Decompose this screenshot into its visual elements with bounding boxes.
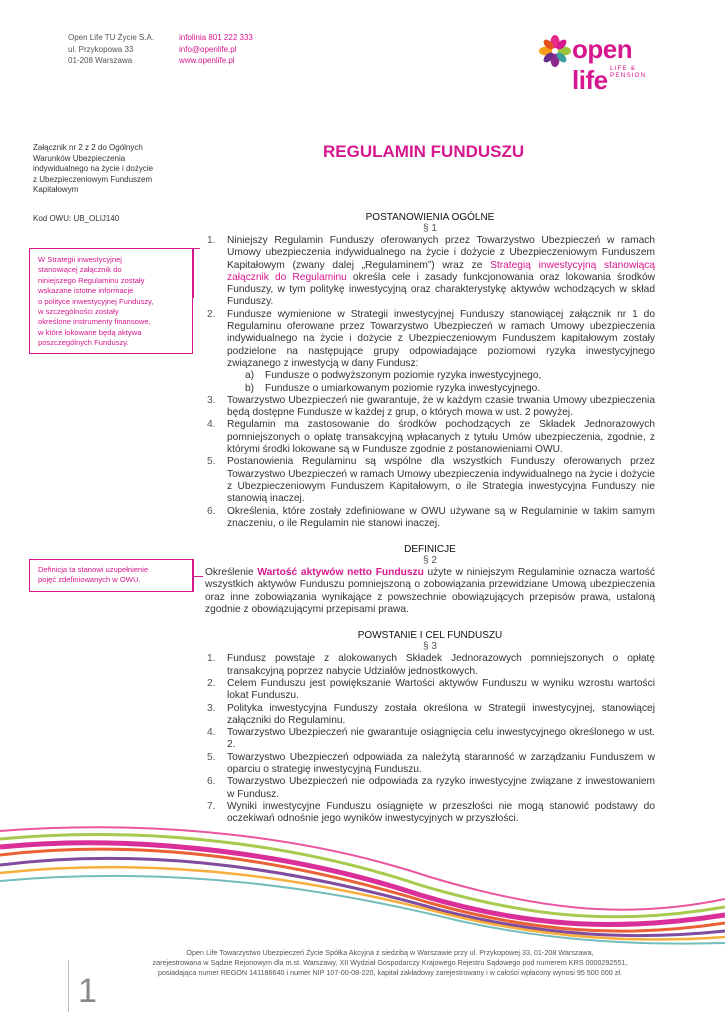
list-item — [205, 678, 655, 703]
hotline: infolinia 801 222 333 — [179, 33, 253, 42]
section-heading: POWSTANIE I CEL FUNDUSZU — [357, 630, 503, 642]
definition-sidenote — [29, 559, 193, 592]
list-item — [205, 703, 655, 728]
sidenote-connector — [193, 576, 203, 577]
item-text: Fundusze wymienione w Strategii inwestycyjnej Funduszy stanowiącej załącznik nr 1 do Regulaminu oferowane przez Towarzystwo Ubezpieczeń w ramach Umowy ubezpieczenia indywidualnego na życie i dożycie z Ubezpieczeniowym Funduszem kapitałowym zostały podzielone na następujące grupy odpowiadające poziomowi ryzyka inwestycyjnego związanego z inwestycją w dany Fundusz: — [227, 308, 655, 369]
page-number: 1 — [78, 972, 97, 1010]
item-text: Polityka inwestycyjna Funduszy została określona w Strategii inwestycyjnej, stanowiącej załączniki do Regulaminu. — [227, 702, 655, 726]
footer-line: zarejestrowana w Sądzie Rejonowym dla m.st. Warszawy, XII Wydział Gospodarczy Krajowego Rejestru Sądowego pod numerem KRS 0000292551, — [152, 957, 628, 967]
flower-logo-icon — [538, 34, 572, 68]
list-item — [205, 506, 655, 531]
list-item — [205, 727, 655, 752]
list-item — [205, 456, 655, 505]
section-heading: DEFINICJE — [404, 544, 456, 556]
item-text: Fundusz powstaje z alokowanych Składek Jednorazowych pomniejszonych o opłatę transakcyjną poprzez nabycie Udziałów jednostkowych. — [227, 653, 655, 677]
footer-line: Open Life Towarzystwo Ubezpieczeń Życie Spółka Akcyjna z siedzibą w Warszawie przy ul. Przykopowej 33, 01-208 Warszawa, — [186, 948, 594, 957]
item-number: 4. — [207, 419, 216, 431]
legal-footer — [110, 948, 670, 977]
list-item — [205, 776, 655, 801]
item-number: 1. — [207, 235, 216, 246]
definition-body: użyte w niniejszym Regulaminie oznacza wartość wszystkich aktywów Funduszu pomniejszoną o zobowiązania przewidziane Umową ubezpieczenia oraz inne zobowiązania wynikające z powszechnie obowiązujących przepisów prawa, ustaloną zgodnie z obowiązującymi przepisami prawa. — [205, 567, 655, 616]
company-city: 01-208 Warszawa — [68, 56, 133, 65]
sidenote-line: o polityce inwestycyjnej Funduszy, — [38, 296, 154, 306]
strategy-sidenote — [29, 248, 193, 354]
section3-list — [205, 653, 655, 825]
sub-item-label: a) — [245, 370, 255, 382]
list-item — [205, 235, 655, 309]
logo-tagline: LIFE & PENSION — [610, 65, 647, 79]
item-number: 5. — [207, 751, 216, 763]
paragraph-number: § 1 — [423, 223, 437, 234]
list-item — [205, 419, 655, 456]
footer-line: posiadająca numer REGON 141186640 i numer NIP 107-00-08-220, kapitał zakładowy zarejestrowany i w całości wpłacony wynosi 95 500 000 zł. — [158, 967, 622, 977]
company-street: ul. Przykopowa 33 — [68, 44, 134, 54]
logo-wordmark: open life — [572, 34, 633, 95]
item-text: Celem Funduszu jest powiększanie Wartości aktywów Funduszu w wyniku wzrostu wartości lokat Funduszu. — [227, 677, 655, 702]
item-number: 6. — [207, 505, 216, 517]
sidenote-line: w szczególności zostały — [38, 307, 119, 317]
sidenote-line: wskazane istotne informacje — [38, 286, 134, 296]
sub-item-label: b) — [245, 382, 255, 394]
section-heading: POSTANOWIENIA OGÓLNE — [365, 212, 495, 223]
strategy-highlight: Strategią inwestycyjną stanowiącą załącznik do Regulaminu — [227, 259, 656, 283]
item-text: Określenia, które zostały zdefiniowane w OWU używane są w Regulaminie w takim samym znaczeniu, o ile Regulamin nie stanowi inaczej. — [227, 505, 655, 529]
item-number: 2. — [207, 308, 216, 320]
item-text: Towarzystwo Ubezpieczeń nie odpowiada za ryzyko inwestycyjne związane z inwestowaniem w Fundusz. — [227, 776, 655, 800]
company-contact — [179, 32, 253, 67]
attachment-line: Warunków Ubezpieczenia — [33, 153, 126, 163]
item-number: 6. — [207, 776, 216, 788]
list-item — [205, 653, 655, 678]
regulation-body — [205, 212, 655, 825]
sidenote-line: poszczególnych Funduszy. — [38, 338, 129, 348]
sidenote-line: pojęć zdefiniowanych w OWU. — [38, 575, 141, 585]
sidenote-line: niniejszego Regulaminu zostały — [38, 275, 145, 285]
definition-text — [205, 567, 655, 616]
company-name: Open Life TU Życie S.A. — [68, 33, 155, 42]
item-text: Regulamin ma zastosowanie do środków pochodzących ze Składek Jednorazowych pomniejszonych o opłatę transakcyjną wpłacanych z tytułu Umów ubezpieczenia, zgodnie, z którymi środki lokowane są w Fundusze zgodnie z postanowieniami OWU. — [227, 419, 655, 456]
sidenote-line: Definicja ta stanowi uzupełnienie — [38, 565, 149, 574]
website-link[interactable]: www.openlife.pl — [179, 56, 235, 65]
sub-item-text: Fundusze o umiarkowanym poziomie ryzyka inwestycyjnego. — [265, 382, 541, 394]
attachment-line: indywidualnego na życie i dożycie — [33, 164, 154, 173]
item-number: 2. — [207, 677, 216, 689]
sidenote-line: W Strategii inwestycyjnej — [38, 255, 122, 264]
item-number: 4. — [207, 727, 216, 739]
item-text: Towarzystwo Ubezpieczeń odpowiada za należytą staranność w zarządzaniu Funduszem w oparciu o strategię inwestycyjną Funduszu. — [227, 751, 655, 775]
item-number: 5. — [207, 456, 216, 468]
sub-item — [227, 383, 655, 395]
item-text: Towarzystwo Ubezpieczeń nie gwarantuje, że w każdym czasie trwania Umowy ubezpieczenia będą dostępne Fundusze w każdej z grup, o których mowa w ust. 2 powyżej. — [227, 394, 655, 419]
attachment-line: Załącznik nr 2 z 2 do Ogólnych — [33, 143, 143, 152]
list-item — [205, 309, 655, 395]
sidenote-line: stanowiącej załącznik do — [38, 265, 122, 275]
sidenote-line: w które lokowane będą aktywa — [38, 327, 142, 337]
decorative-swoosh — [0, 815, 725, 945]
sidenote-connector — [193, 248, 194, 298]
sidenote-connector — [193, 248, 200, 249]
paragraph-number: § 2 — [423, 555, 437, 567]
item-text: określa cele i zasady funkcjonowania oraz lokowania środków Funduszy, w tym politykę inwestycyjną oraz charakterystykę aktywów wchodzących w skład Funduszy. — [227, 271, 655, 308]
page-number-rule — [68, 960, 69, 1012]
attachment-line: z Ubezpieczeniowym Funduszem — [33, 174, 153, 184]
attachment-line: Kapitałowym — [33, 185, 79, 194]
sub-item — [227, 370, 655, 382]
open-life-logo — [538, 34, 668, 95]
item-number: 3. — [207, 702, 216, 714]
item-text: Towarzystwo Ubezpieczeń nie gwarantuje osiągnięcia celu inwestycyjnego określonego w ust. 2. — [227, 727, 655, 751]
defined-term: Wartość aktywów netto Funduszu — [257, 567, 424, 579]
sidenote-line: określone instrumenty finansowe, — [38, 317, 151, 327]
list-item — [205, 395, 655, 420]
attachment-note — [33, 143, 193, 196]
item-text: Wyniki inwestycyjne Funduszu osiągnięte w przeszłości nie mogą stanowić podstawy do oczekiwań odnośnie jego wyników inwestycyjnych w przyszłości. — [227, 800, 655, 825]
definition-lead: Określenie — [205, 567, 258, 579]
item-number: 7. — [207, 800, 216, 812]
email-link[interactable]: info@openlife.pl — [179, 44, 237, 54]
sub-item-text: Fundusze o podwyższonym poziomie ryzyka inwestycyjnego, — [265, 370, 542, 382]
paragraph-number: § 3 — [423, 641, 437, 653]
item-number: 3. — [207, 394, 216, 406]
owu-code: Kod OWU: UB_OLIJ140 — [33, 214, 120, 223]
section1-list — [205, 235, 655, 530]
item-text: Niniejszy Regulamin Funduszy oferowanych przez Towarzystwo Ubezpieczeń w ramach Umowy ubezpieczenia indywidualnego na życie i dożycie z Ubezpieczeniowym Funduszem Kapitałowym (zwany dalej „Regulaminem”) wraz ze — [227, 235, 655, 271]
item-text: Postanowienia Regulaminu są wspólne dla wszystkich Funduszy oferowanych przez Towarzystwo Ubezpieczeń w ramach Umowy ubezpieczenia indywidualnego na życie i dożycie z Ubezpieczeniowym Funduszem Kapitałowym, o ile Strategia inwestycyjna Funduszy nie stanowią inaczej. — [227, 456, 655, 505]
list-item — [205, 752, 655, 777]
page-title: REGULAMIN FUNDUSZU — [323, 142, 525, 161]
item-number: 1. — [207, 653, 216, 665]
company-address — [68, 32, 154, 67]
